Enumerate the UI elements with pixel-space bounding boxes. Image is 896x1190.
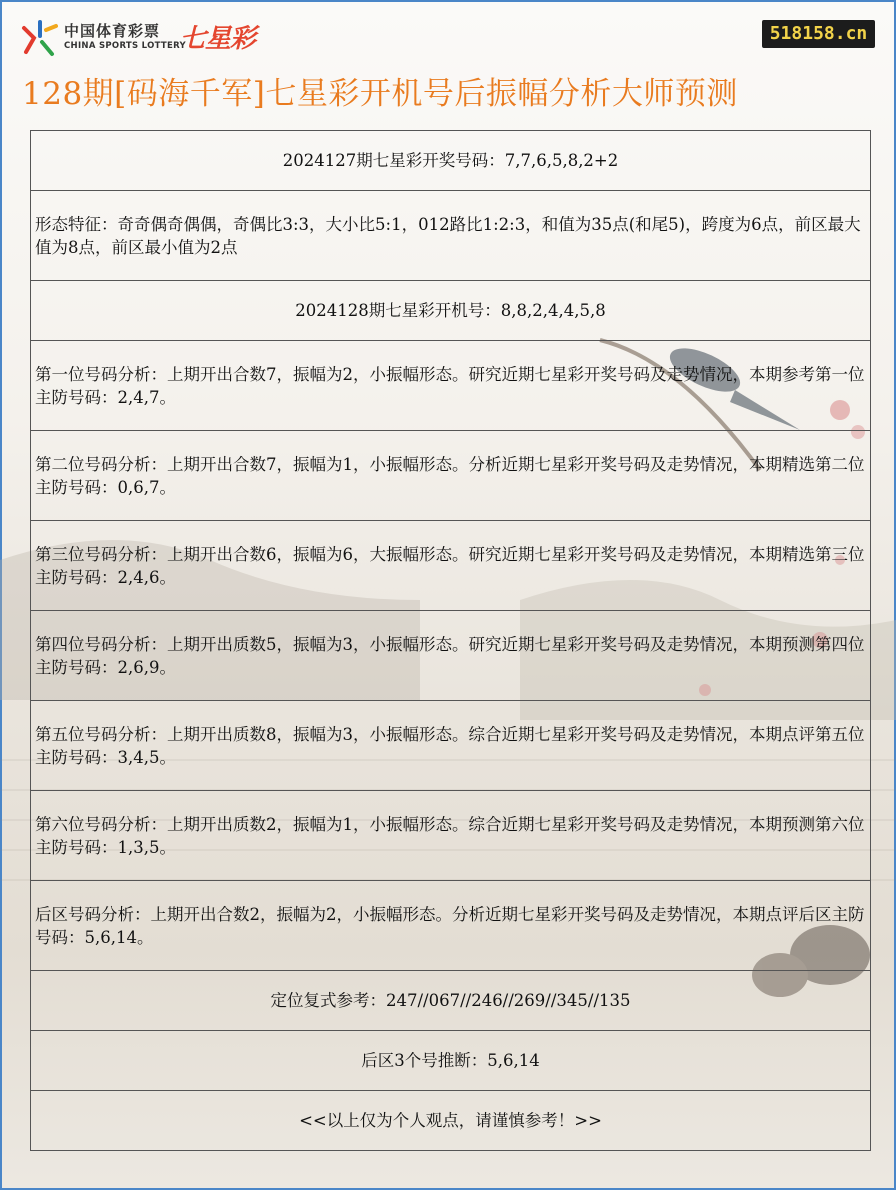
table-row xyxy=(31,881,871,971)
table-cell: 定位复式参考：247//067//246//269//345//135 xyxy=(31,971,871,1031)
table-cell: 第六位号码分析：上期开出质数2，振幅为1，小振幅形态。综合近期七星彩开奖号码及走势情况，本期预测第六位主防号码：1,3,5。 xyxy=(31,791,871,881)
table-cell: 第四位号码分析：上期开出质数5，振幅为3，小振幅形态。研究近期七星彩开奖号码及走势情况，本期预测第四位主防号码：2,6,9。 xyxy=(31,611,871,701)
table-row xyxy=(31,611,871,701)
table-cell: 后区3个号推断：5,6,14 xyxy=(31,1031,871,1091)
table-cell: 第五位号码分析：上期开出质数8，振幅为3，小振幅形态。综合近期七星彩开奖号码及走势情况，本期点评第五位主防号码：3,4,5。 xyxy=(31,701,871,791)
table-row xyxy=(31,191,871,281)
table-row xyxy=(31,131,871,191)
sports-lottery-logo-icon xyxy=(20,18,60,58)
table-row xyxy=(31,701,871,791)
table-row xyxy=(31,791,871,881)
table-cell: 2024128期七星彩开机号：8,8,2,4,4,5,8 xyxy=(31,281,871,341)
table-cell: 第二位号码分析：上期开出合数7，振幅为1，小振幅形态。分析近期七星彩开奖号码及走势情况，本期精选第二位主防号码：0,6,7。 xyxy=(31,431,871,521)
analysis-table xyxy=(30,130,871,1151)
table-cell: <<以上仅为个人观点，请谨慎参考！>> xyxy=(31,1091,871,1151)
table-row xyxy=(31,341,871,431)
table-cell: 2024127期七星彩开奖号码：7,7,6,5,8,2+2 xyxy=(31,131,871,191)
logo-chinese-text: 中国体育彩票 xyxy=(64,22,161,40)
page-title: 128期[码海千军]七星彩开机号后振幅分析大师预测 xyxy=(22,76,738,112)
table-row xyxy=(31,1031,871,1091)
table-row xyxy=(31,971,871,1031)
logo-game-name: 七星彩 xyxy=(180,24,256,54)
table-row xyxy=(31,431,871,521)
table-cell: 第三位号码分析：上期开出合数6，振幅为6，大振幅形态。研究近期七星彩开奖号码及走势情况，本期精选第三位主防号码：2,4,6。 xyxy=(31,521,871,611)
header xyxy=(0,0,896,120)
table-row xyxy=(31,521,871,611)
site-badge[interactable]: 518158.cn xyxy=(762,20,875,48)
table-cell: 形态特征：奇奇偶奇偶偶，奇偶比3:3，大小比5:1，012路比1:2:3，和值为35点(和尾5)，跨度为6点，前区最大值为8点，前区最小值为2点 xyxy=(31,191,871,281)
table-cell: 第一位号码分析：上期开出合数7，振幅为2，小振幅形态。研究近期七星彩开奖号码及走势情况，本期参考第一位主防号码：2,4,7。 xyxy=(31,341,871,431)
table-row xyxy=(31,281,871,341)
logo-english-text: CHINA SPORTS LOTTERY xyxy=(64,41,186,51)
table-row xyxy=(31,1091,871,1151)
table-cell: 后区号码分析：上期开出合数2，振幅为2，小振幅形态。分析近期七星彩开奖号码及走势情况，本期点评后区主防号码：5,6,14。 xyxy=(31,881,871,971)
